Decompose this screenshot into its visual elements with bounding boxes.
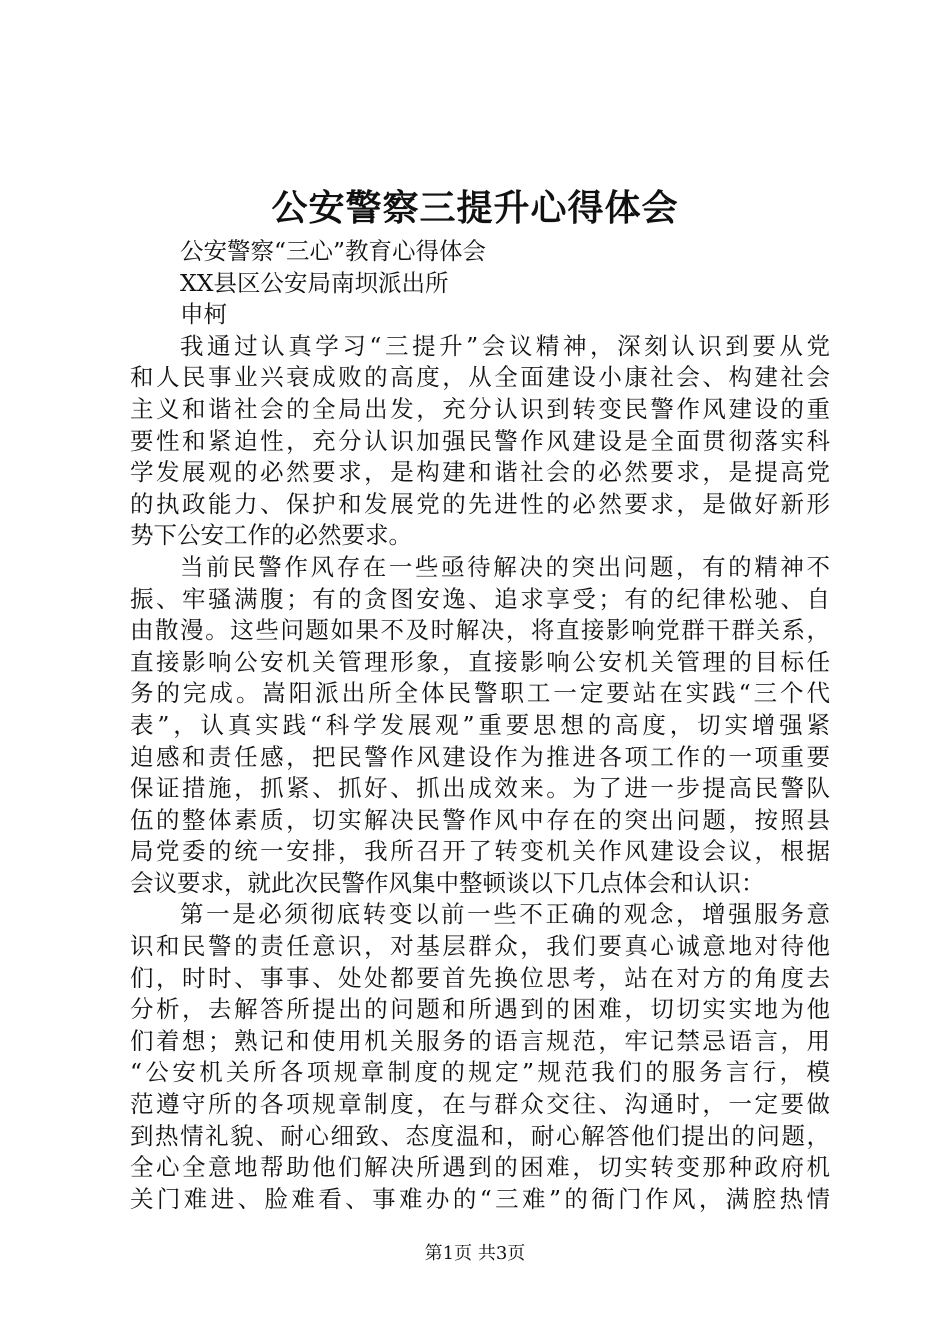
text-line: 我通过认真学习“三提升”会议精神，深刻认识到要从党 [180, 331, 830, 360]
text-line: 第一是必须彻底转变以前一些不正确的观念，增强服务意 [180, 900, 830, 929]
text-line: 识和民警的责任意识，对基层群众，我们要真心诚意地对待他 [130, 932, 830, 961]
text-line: 伍的整体素质，切实解决民警作风中存在的突出问题，按照县 [130, 805, 830, 834]
text-line: 范遵守所的各项规章制度，在与群众交往、沟通时，一定要做 [130, 1090, 830, 1119]
text-line: 分析，去解答所提出的问题和所遇到的困难，切切实实地为他 [130, 995, 830, 1024]
text-line: 会议要求，就此次民警作风集中整顿谈以下几点体会和认识： [130, 868, 765, 897]
text-line: 们，时时、事事、处处都要首先换位思考，站在对方的角度去 [130, 963, 830, 992]
text-line: 公安警察“三心”教育心得体会 [180, 237, 487, 265]
text-line: 的执政能力、保护和发展党的先进性的必然要求，是做好新形 [130, 489, 830, 518]
text-line: 要性和紧迫性，充分认识加强民警作风建设是全面贯彻落实科 [130, 426, 830, 455]
text-line: XX县区公安局南坝派出所 [180, 268, 449, 297]
text-line: 学发展观的必然要求，是构建和谐社会的必然要求，是提高党 [130, 458, 830, 487]
page-footer: 第1页 共3页 [424, 1243, 526, 1264]
text-line: 申柯 [180, 300, 227, 329]
text-line: 们着想；熟记和使用机关服务的语言规范，牢记禁忌语言，用 [130, 1026, 830, 1055]
text-line: 到热情礼貌、耐心细致、态度温和，耐心解答他们提出的问题， [130, 1121, 830, 1150]
text-line: 务的完成。嵩阳派出所全体民警职工一定要站在实践“三个代 [130, 679, 830, 708]
text-line: 势下公安工作的必然要求。 [130, 521, 412, 550]
text-line: 振、牢骚满腹；有的贪图安逸、追求享受；有的纪律松驰、自 [130, 584, 830, 613]
document-title: 公安警察三提升心得体会 [271, 187, 679, 229]
text-line: 表”，认真实践“科学发展观”重要思想的高度，切实增强紧 [130, 710, 830, 739]
text-line: 局党委的统一安排，我所召开了转变机关作风建设会议，根据 [130, 837, 830, 866]
text-line: 关门难进、脸难看、事难办的“三难”的衙门作风，满腔热情 [130, 1184, 830, 1213]
text-line: 当前民警作风存在一些亟待解决的突出问题，有的精神不 [180, 552, 830, 581]
text-line: 直接影响公安机关管理形象，直接影响公安机关管理的目标任 [130, 647, 830, 676]
text-line: 和人民事业兴衰成败的高度，从全面建设小康社会、构建社会 [130, 363, 830, 392]
text-line: 保证措施，抓紧、抓好、抓出成效来。为了进一步提高民警队 [130, 774, 830, 803]
text-line: 主义和谐社会的全局出发，充分认识到转变民警作风建设的重 [130, 394, 830, 423]
text-line: “公安机关所各项规章制度的规定”规范我们的服务言行，模 [130, 1058, 830, 1087]
text-line: 全心全意地帮助他们解决所遇到的困难，切实转变那种政府机 [130, 1153, 830, 1182]
text-line: 由散漫。这些问题如果不及时解决，将直接影响党群干群关系， [130, 616, 830, 645]
document-body [130, 236, 830, 1215]
text-line: 迫感和责任感，把民警作风建设作为推进各项工作的一项重要 [130, 742, 830, 771]
